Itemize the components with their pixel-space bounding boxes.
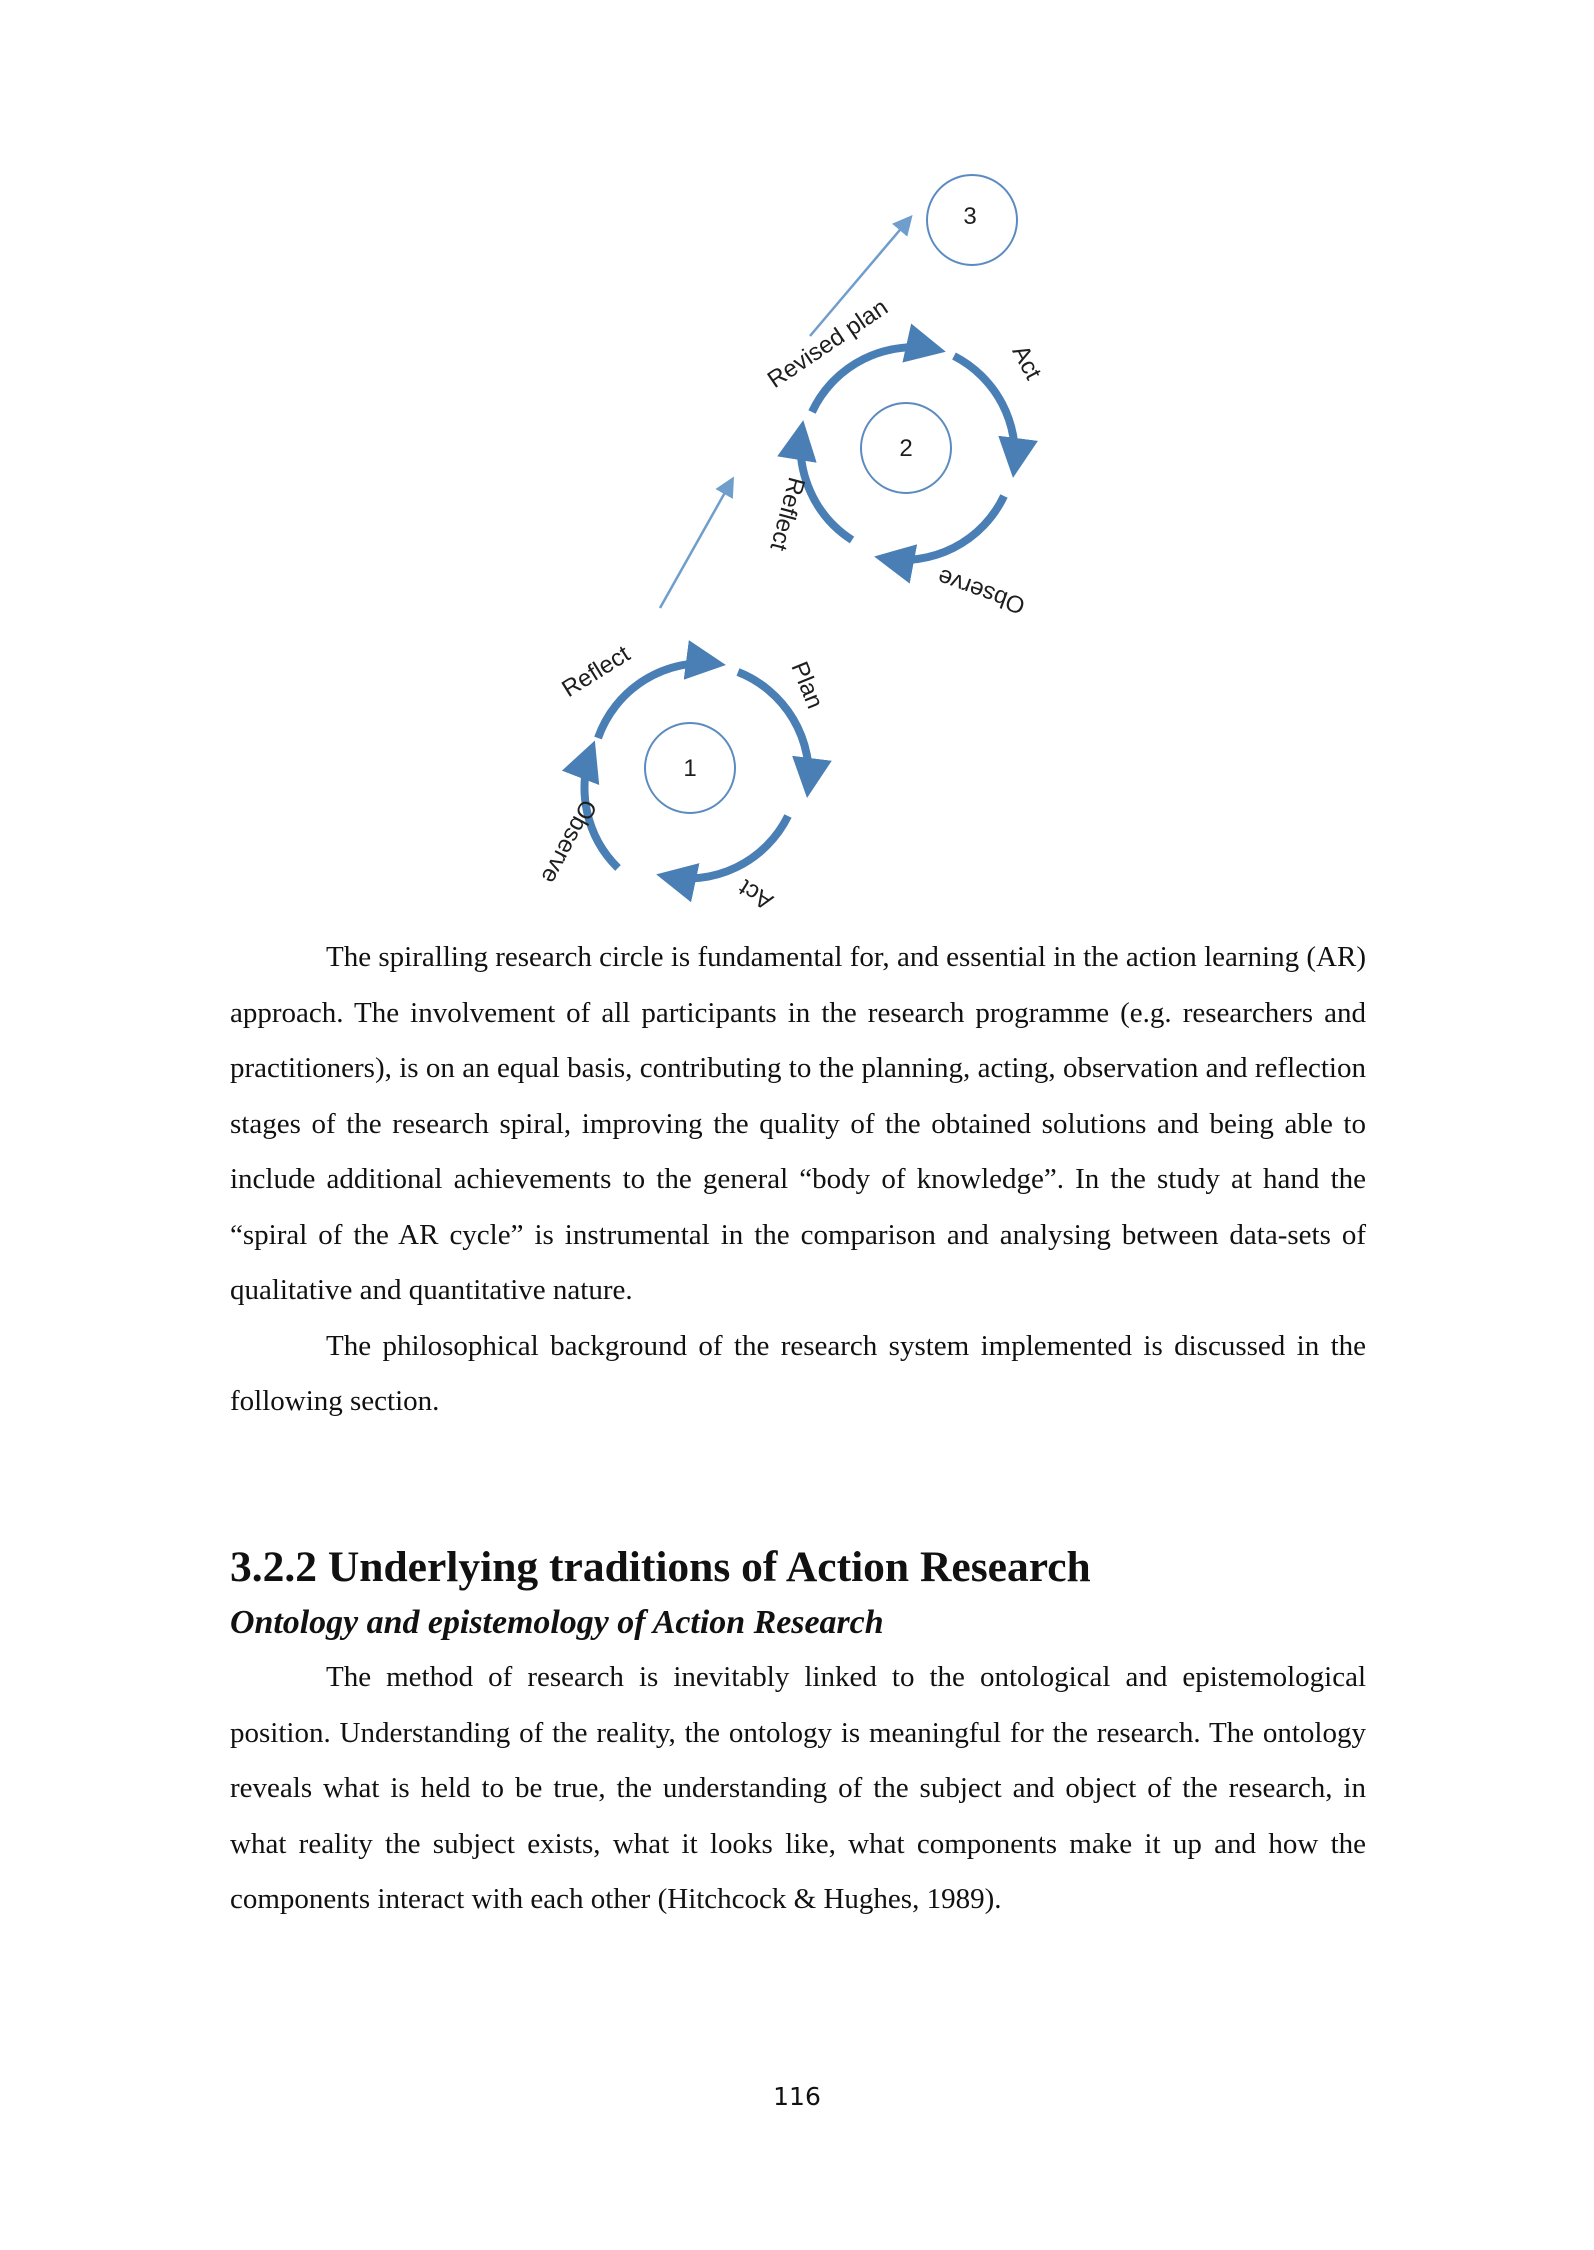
cycle-1-arrow-bottom xyxy=(664,816,788,879)
cycle-2-arrow-bottom xyxy=(882,496,1004,560)
paragraph-philosophical-background: The philosophical background of the research system implemented is discussed in the following section. xyxy=(230,1329,1366,1417)
cycle-2-label-act: Act xyxy=(1006,340,1047,385)
cycle-1-label-reflect: Reflect xyxy=(557,640,635,703)
text-block-section xyxy=(230,1540,1366,1928)
connector-arrow-1-to-2 xyxy=(660,480,732,608)
cycle-1-number: 1 xyxy=(683,755,697,782)
cycle-1-label-observe: Observe xyxy=(535,795,602,888)
cycle-2-label-revised-plan: Revised plan xyxy=(762,293,893,394)
cycle-1 xyxy=(535,640,828,915)
cycle-1-label-plan: Plan xyxy=(785,657,829,713)
cycle-2-number: 2 xyxy=(899,435,913,462)
paragraph-spiralling-research-circle: The spiralling research circle is fundamental for, and essential in the action learning (AR) approach. The involvement of all participants in the research programme (e.g. researchers and practitioners), is on an equal basis, contributing to the planning, acting, observation and reflection stages of the research spiral, improving the quality of the obtained solutions and being able to include additional achievements to the general “body of knowledge”. In the study at hand the “spiral of the AR cycle” is instrumental in the comparison and analysing between data-sets of qualitative and quantitative nature. xyxy=(230,941,1366,1306)
page-number: 116 xyxy=(773,2082,821,2111)
cycle-2 xyxy=(763,294,1047,619)
cycle-1-label-act: Act xyxy=(734,873,778,915)
cycle-2-label-observe: Observe xyxy=(934,562,1029,620)
text-block-upper xyxy=(230,930,1366,1430)
cycle-2-arrow-right xyxy=(954,356,1015,470)
action-research-spiral-diagram xyxy=(0,0,1594,920)
cycle-2-label-reflect: Reflect xyxy=(764,474,810,554)
cycle-3-number: 3 xyxy=(963,203,977,230)
paragraph-method-of-research: The method of research is inevitably linked to the ontological and epistemological position. Understanding of the reality, the ontology is meaningful for the research. The ontology reveals what is held to be true, the understanding of the subject and object of the research, in what reality the subject exists, what it looks like, what components make it up and how the components interact with each other (Hitchcock & Hughes, 1989). xyxy=(230,1661,1366,1915)
cycle-3 xyxy=(927,175,1017,265)
subsection-heading: Ontology and epistemology of Action Research xyxy=(230,1604,884,1641)
section-heading: 3.2.2 Underlying traditions of Action Research xyxy=(230,1543,1091,1591)
